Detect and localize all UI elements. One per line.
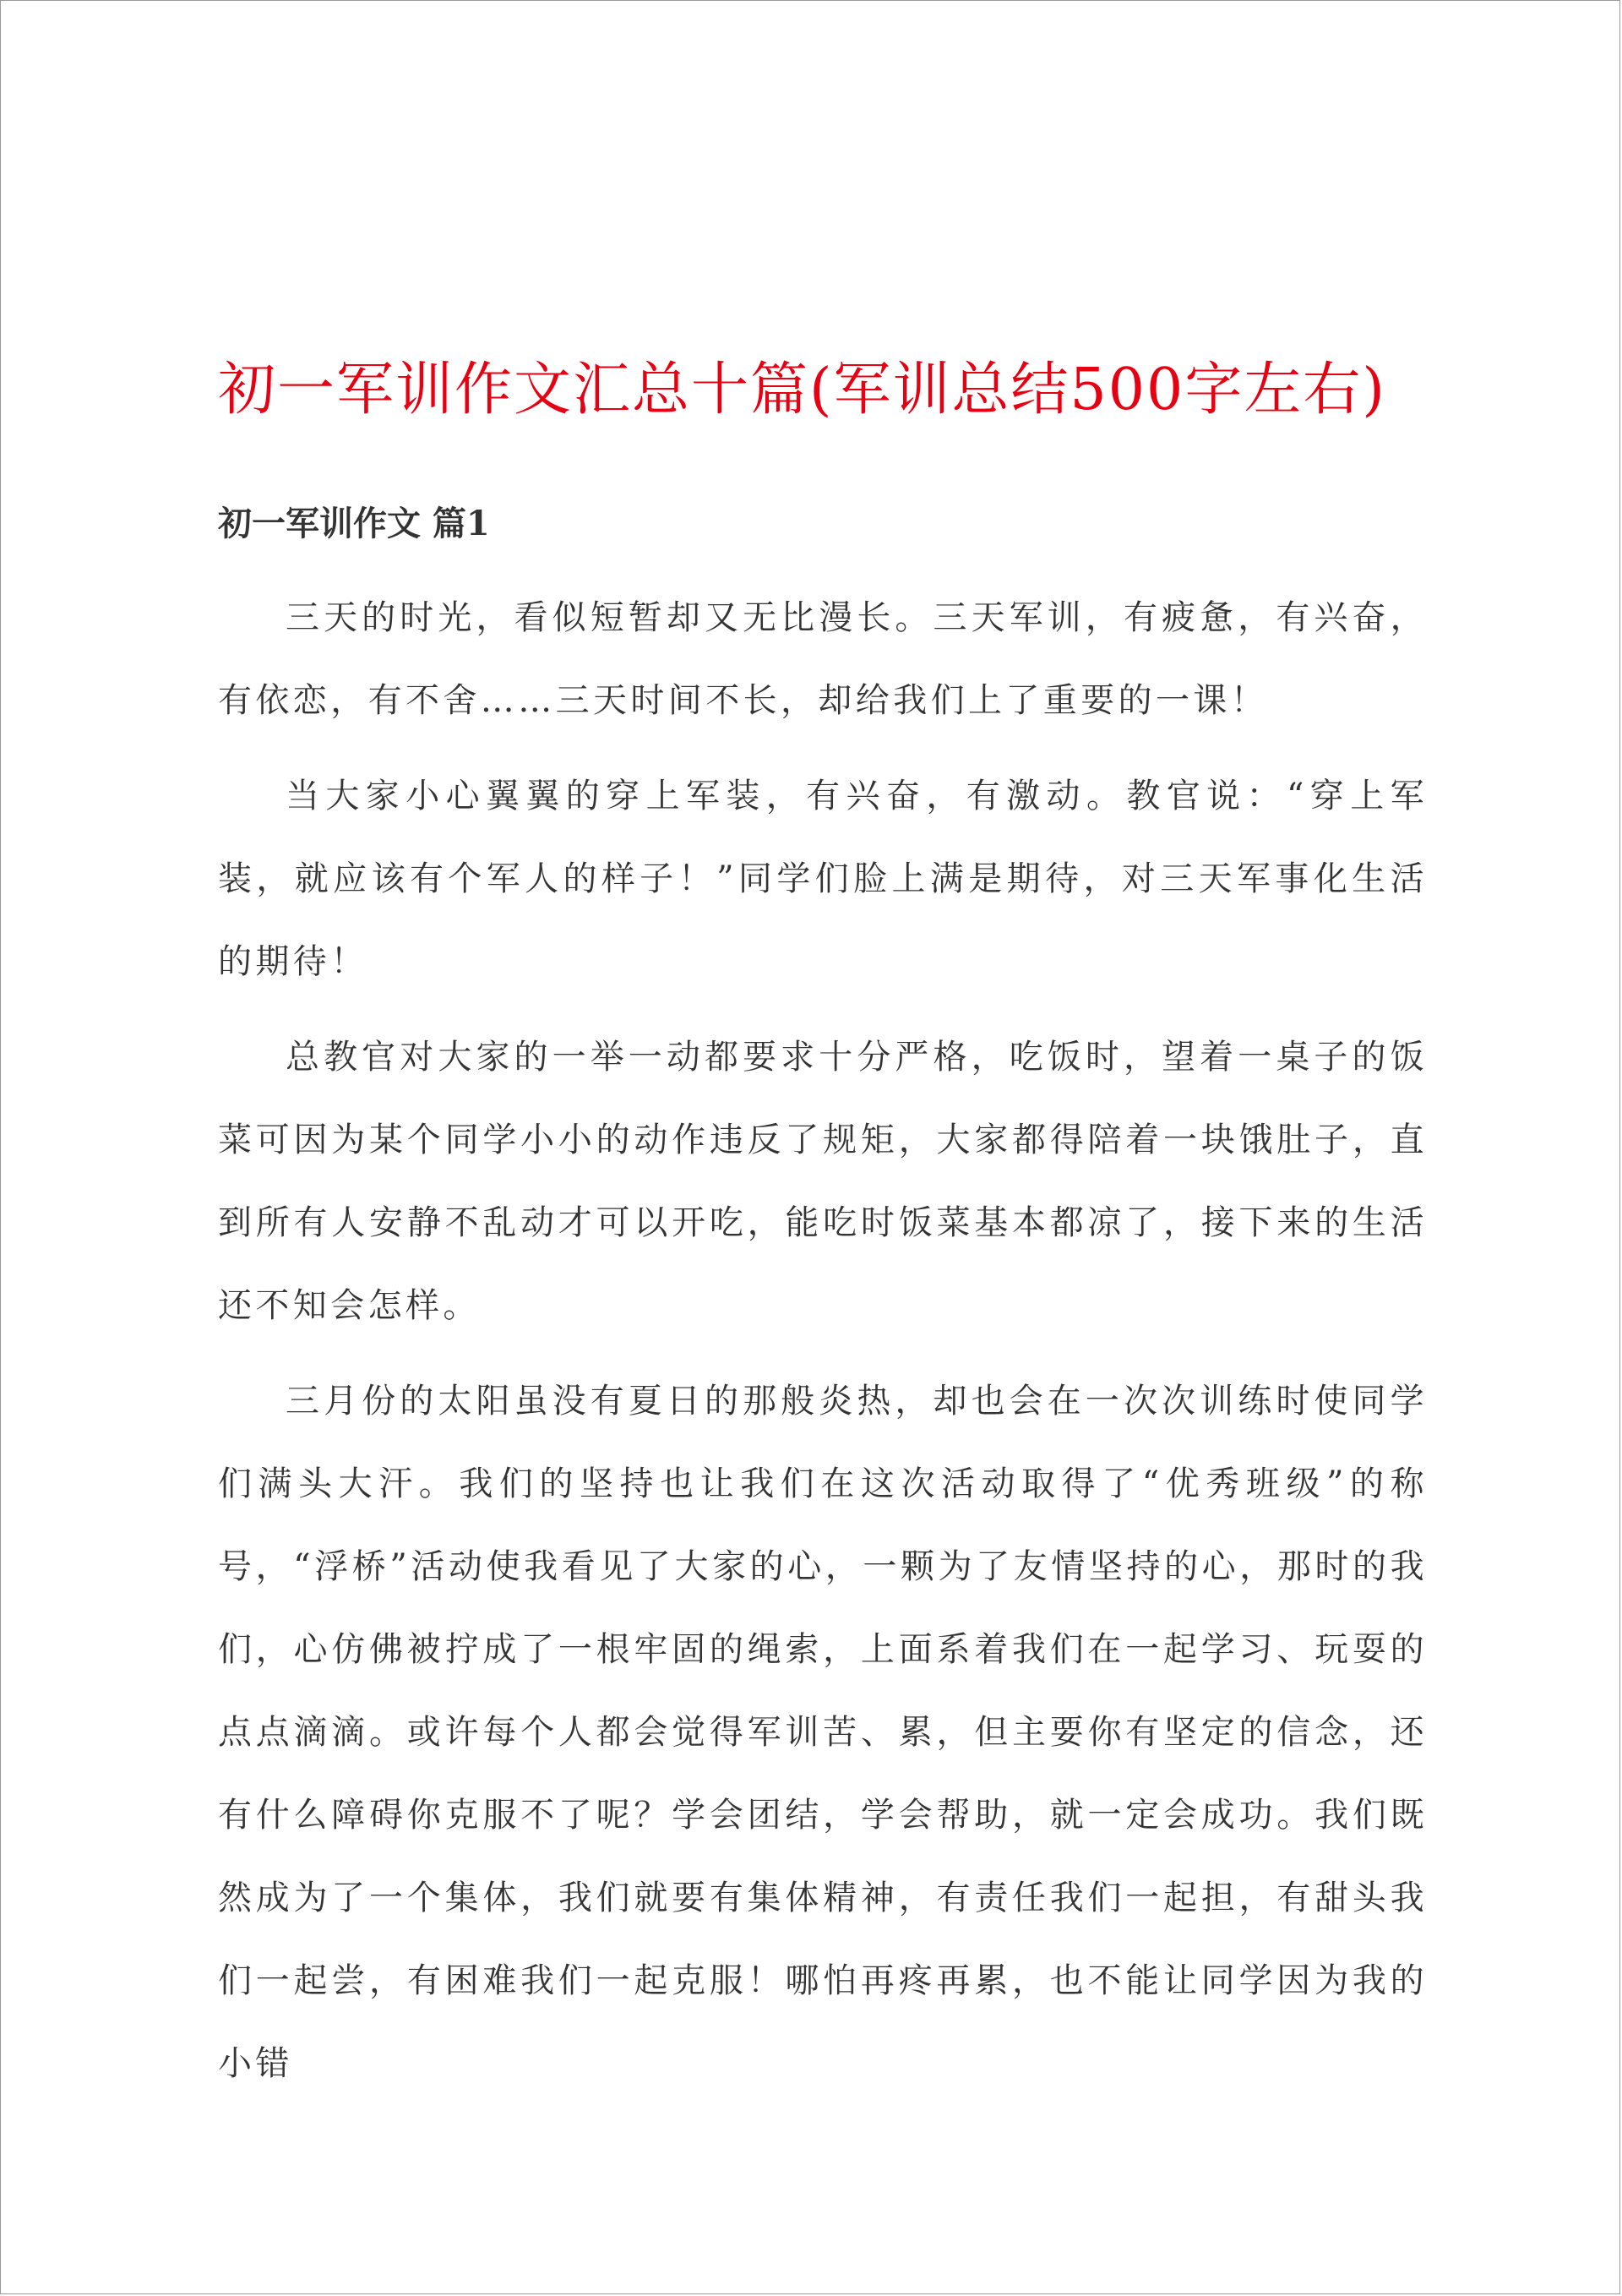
document-title: 初一军训作文汇总十篇(军训总结500字左右) xyxy=(218,357,1386,423)
paragraph: 三天的时光，看似短暂却又无比漫长。三天军训，有疲惫，有兴奋，有依恋，有不舍……三天时间不长，却给我们上了重要的一课！ xyxy=(218,598,1428,720)
paragraph: 总教官对大家的一举一动都要求十分严格，吃饭时，望着一桌子的饭菜可因为某个同学小小的动作违反了规矩，大家都得陪着一块饿肚子，直到所有人安静不乱动才可以开吃，能吃时饭菜基本都凉了，接下来的生活还不知会怎样。 xyxy=(218,1038,1428,1325)
section-heading: 初一军训作文 篇1 xyxy=(218,504,490,543)
body-text xyxy=(218,576,1428,2118)
paragraph: 当大家小心翼翼的穿上军装，有兴奋，有激动。教官说：“穿上军装，就应该有个军人的样子！”同学们脸上满是期待，对三天军事化生活的期待！ xyxy=(218,777,1428,981)
paragraph: 三月份的太阳虽没有夏日的那般炎热，却也会在一次次训练时使同学们满头大汗。我们的坚持也让我们在这次活动取得了“优秀班级”的称号，“浮桥”活动使我看见了大家的心，一颗为了友情坚持的心，那时的我们，心仿佛被拧成了一根牢固的绳索，上面系着我们在一起学习、玩耍的点点滴滴。或许每个人都会觉得军训苦、累，但主要你有坚定的信念，还有什么障碍你克服不了呢？学会团结，学会帮助，就一定会成功。我们既然成为了一个集体，我们就要有集体精神，有责任我们一起担，有甜头我们一起尝，有困难我们一起克服！哪怕再疼再累，也不能让同学因为我的小错 xyxy=(218,1382,1428,2083)
